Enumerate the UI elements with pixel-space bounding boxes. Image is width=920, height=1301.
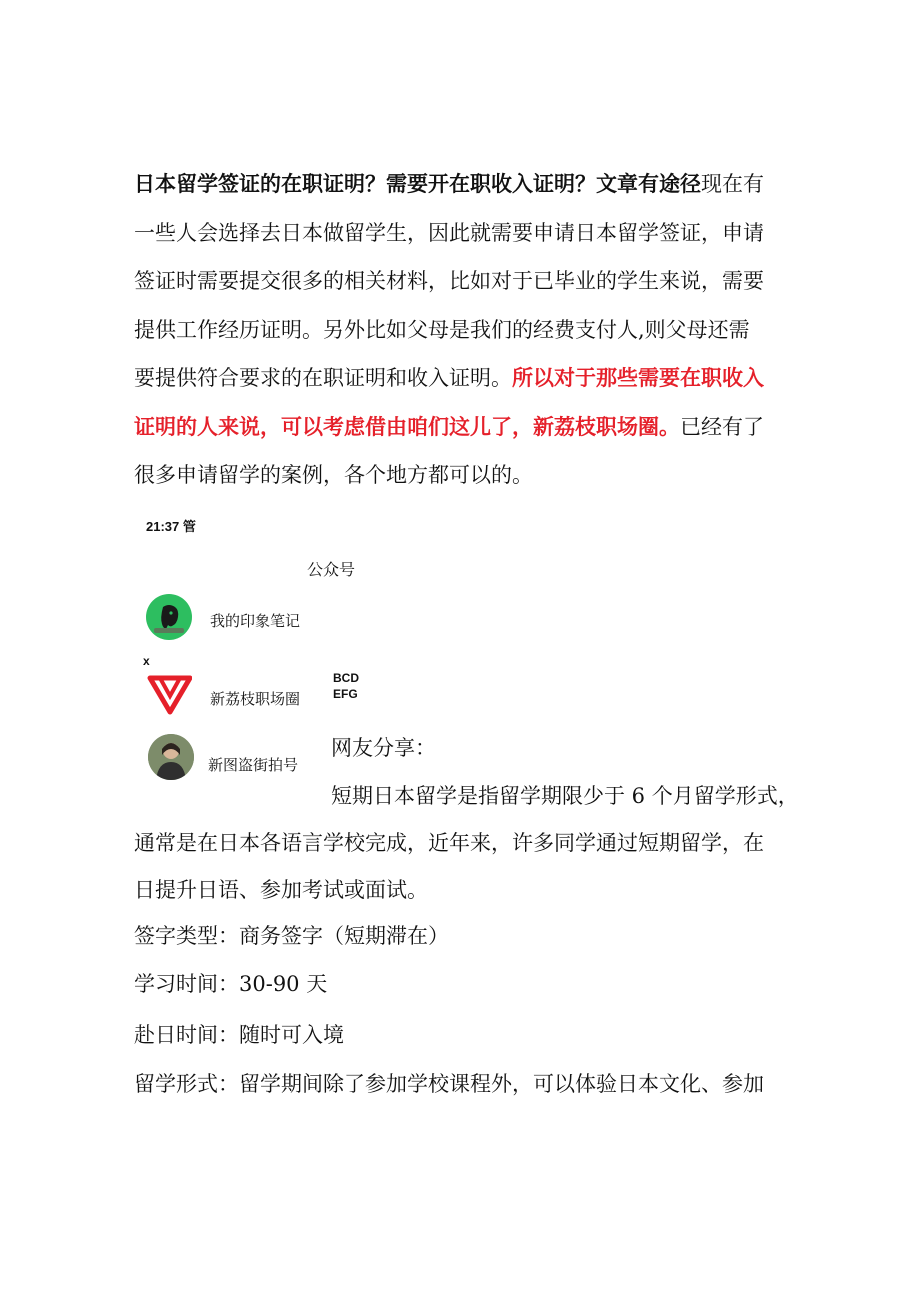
body-text: 一些人会选择去日本做留学生，因此就需要申请日本留学签证，申请	[134, 220, 764, 245]
study-form: 留学形式：留学期间除了参加学校课程外，可以体验日本文化、参加	[134, 1072, 764, 1096]
body-text: 已经有了	[680, 414, 764, 439]
share-para-line1: 短期日本留学是指留学期限少于 6 个月留学形式，	[331, 784, 799, 808]
article-line	[134, 451, 533, 499]
account-name-photo[interactable]: 新图盗街拍号	[208, 757, 299, 774]
side-text-efg: EFG	[333, 687, 358, 701]
article-line	[134, 354, 764, 402]
x-label: x	[143, 654, 150, 668]
body-text: 现在有	[701, 172, 764, 196]
article-line	[134, 403, 764, 451]
evernote-icon	[146, 594, 192, 640]
study-time: 学习时间：30-90 天	[134, 972, 328, 996]
account-header: 公众号	[307, 562, 356, 579]
share-label: 网友分享：	[331, 736, 436, 760]
article-line	[134, 257, 764, 305]
highlight-text: 所以对于那些需要在职收入	[512, 366, 764, 390]
account-name-evernote[interactable]: 我的印象笔记	[210, 613, 301, 630]
body-text: 提供工作经历证明。另外比如父母是我们的经费支付人,则父母还需	[134, 317, 750, 342]
share-para-line2: 通常是在日本各语言学校完成，近年来，许多同学通过短期留学，在	[134, 831, 764, 855]
article-line	[134, 160, 764, 208]
avatar-photo-icon	[148, 734, 194, 780]
article-title: 日本留学签证的在职证明？需要开在职收入证明？文章有途径	[134, 172, 701, 196]
body-text: 签证时需要提交很多的相关材料，比如对于已毕业的学生来说，需要	[134, 269, 764, 293]
body-text: 很多申请留学的案例，各个地方都可以的。	[134, 463, 533, 487]
lychee-logo-icon	[146, 670, 192, 716]
body-text: 要提供符合要求的在职证明和收入证明。	[134, 366, 512, 390]
side-text-bcd: BCD	[333, 671, 359, 685]
arrival-time: 赴日时间：随时可入境	[134, 1023, 344, 1047]
status-time: 21:37 管	[146, 519, 196, 534]
highlight-text: 证明的人来说，可以考虑借由咱们这儿了，新荔枝职场圈。	[134, 414, 680, 439]
visa-type: 签字类型：商务签字（短期滞在）	[134, 924, 449, 948]
article-line	[134, 209, 764, 257]
account-name-lychee[interactable]: 新荔枝职场圈	[210, 691, 301, 708]
share-para-line3: 日提升日语、参加考试或面试。	[134, 878, 428, 902]
article-line	[134, 306, 750, 354]
